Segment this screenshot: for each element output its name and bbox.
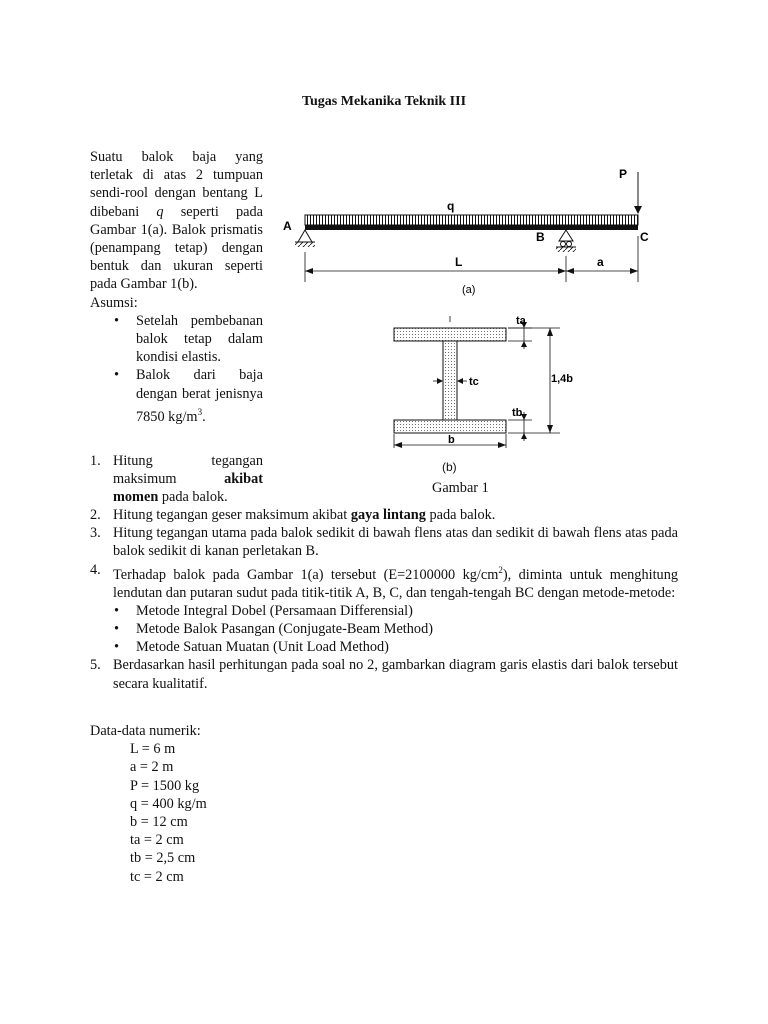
arrow-head (634, 206, 642, 214)
task-text-a: Hitung tegangan maksimum (113, 453, 263, 488)
superscript: 3 (197, 406, 203, 417)
task-number: 5. (90, 657, 101, 674)
method-item: • Metode Integral Dobel (Persamaan Differensial) (90, 602, 678, 620)
data-item: tb = 2,5 cm (130, 850, 196, 867)
i-section-diagram (394, 315, 573, 448)
label-ta: ta (516, 315, 526, 327)
method-item: • Metode Satuan Muatan (Unit Load Method) (90, 638, 678, 656)
beam-diagram (283, 167, 649, 296)
label-B: B (536, 230, 545, 244)
task-number: 2. (90, 507, 101, 523)
assumption-text-a: Balok dari baja dengan berat jenisnya 7850 kg/m (136, 367, 263, 425)
caption-b: (b) (442, 460, 457, 474)
distributed-load (305, 215, 638, 225)
ground-hatch (295, 242, 315, 247)
task-number: 1. (90, 453, 101, 469)
assumption-text: • Setelah pembebanan balok tetap dalam kondisi elastis. (136, 312, 263, 366)
data-item: b = 12 cm (130, 814, 188, 831)
data-item: ta = 2 cm (130, 832, 184, 849)
caption-a: (a) (462, 284, 476, 296)
data-item: q = 400 kg/m (130, 795, 207, 812)
task-text-b: pada balok. (425, 507, 496, 523)
label-A: A (283, 219, 292, 233)
data-heading: Data-data numerik: (90, 723, 201, 739)
task-bold: akibat momen (113, 471, 263, 506)
task-3 (90, 524, 678, 560)
task-list (90, 506, 678, 693)
task-number: 3. (90, 525, 101, 542)
assumption-text-b: . (202, 408, 206, 425)
data-item: L = 6 m (130, 741, 176, 758)
top-flange (394, 328, 506, 341)
task-text: Hitung tegangan utama pada balok sedikit di bawah flens atas dan sedikit di bawah flens atas pada balok sedikit di kanan perletakan B. (113, 525, 678, 560)
label-height: 1,4b (551, 373, 574, 385)
task-text-a: Hitung tegangan geser maksimum akibat (113, 507, 351, 523)
data-item: tc = 2 cm (130, 868, 184, 885)
task-bold: gaya lintang (350, 507, 426, 523)
task-4 (90, 561, 678, 602)
method-item: • Metode Balok Pasangan (Conjugate-Beam Method) (90, 620, 678, 638)
beam (305, 225, 638, 230)
data-item: P = 1500 kg (130, 777, 200, 794)
task-text: Berdasarkan hasil perhitungan pada soal no 2, gambarkan diagram garis elastis dari balok tersebut secara kualitatif. (113, 657, 678, 692)
task-number: 4. (90, 561, 101, 578)
method-list (90, 602, 678, 657)
support-A-pin (298, 230, 312, 242)
ground-hatch (556, 247, 576, 252)
superscript: 2 (498, 564, 503, 575)
asumsi-label: Asumsi: (90, 294, 138, 311)
label-C: C (640, 230, 649, 244)
label-tc: tc (469, 376, 479, 388)
task-5 (90, 656, 678, 692)
label-tb: tb (512, 407, 523, 419)
task-text (113, 561, 678, 602)
page-title: Tugas Mekanika Teknik III (301, 94, 467, 109)
data-item: a = 2 m (130, 759, 174, 776)
label-b: b (448, 434, 455, 446)
label-P: P (619, 167, 628, 181)
bottom-flange (394, 420, 506, 433)
support-B-roller (559, 230, 573, 241)
q-symbol: q (156, 203, 164, 220)
task-text-b: pada balok. (158, 489, 228, 506)
label-a: a (597, 255, 604, 269)
intro-text-2: seperti pada Gambar 1(a). Balok prismatis (penampang tetap) dengan bentuk dan ukuran seperti pada Gambar 1(b). (90, 203, 263, 293)
figure-caption: Gambar 1 (432, 480, 489, 496)
label-q: q (447, 199, 455, 213)
numeric-data (90, 722, 207, 886)
task-text-a: Terhadap balok pada Gambar 1(a) tersebut (E=2100000 kg/cm (113, 566, 499, 583)
label-L: L (455, 255, 463, 269)
web (443, 341, 457, 420)
task-text-b: ), diminta untuk menghitung lendutan dan putaran sudut pada titik-titik A, B, C, dan tengah-tengah BC dengan metode-metode: (113, 566, 678, 601)
intro-text: Suatu balok baja yang terletak di atas 2 tumpuan sendi-rool dengan bentang L dibebani (90, 149, 263, 220)
